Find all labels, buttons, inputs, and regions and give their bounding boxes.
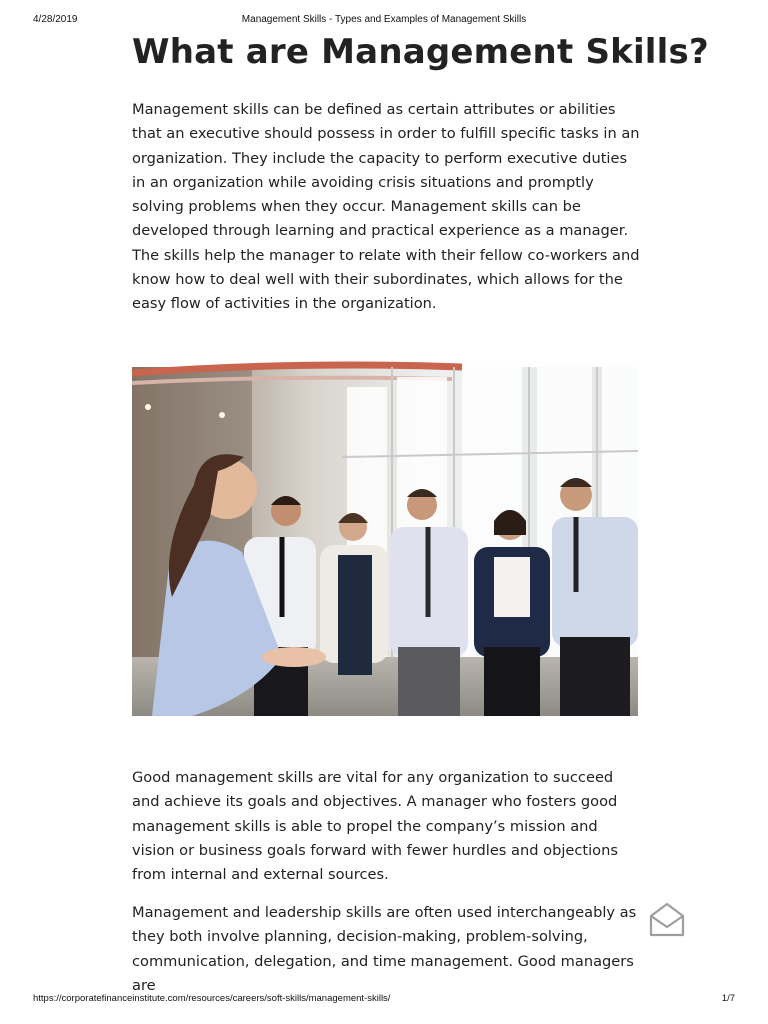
email-subscribe-button[interactable] (647, 899, 687, 939)
article-paragraph-3: Management and leadership skills are often used interchangeably as they both involve planning, decision-making, problem-solving, communication, delegation, and time management. Good managers are (132, 904, 637, 994)
print-url: https://corporatefinanceinstitute.com/resources/careers/soft-skills/management-skills/ (33, 993, 391, 1004)
print-footer (0, 993, 768, 1009)
print-header (0, 14, 768, 30)
article-heading: What are Management Skills? (132, 32, 709, 72)
team-photo-illustration (132, 367, 638, 716)
article-heading-clipped (132, 32, 709, 78)
article-paragraph-2: Good management skills are vital for any organization to succeed and achieve its goals and objectives. A manager who fosters good management skills is able to propel the company’s mission and vision or business goals forward with fewer hurdles and objections from internal and external sources. (132, 769, 618, 884)
open-envelope-icon (647, 899, 687, 939)
print-page-number: 1/7 (721, 993, 735, 1004)
team-photo (132, 367, 638, 716)
print-date: 4/28/2019 (33, 14, 78, 25)
article-paragraph-1: Management skills can be defined as certain attributes or abilities that an executive should possess in order to fulfill specific tasks in an organization. They include the capacity to perform executive duties in an organization while avoiding crisis situations and promptly solving problems when they occur. Management skills can be developed through learning and practical experience as a manager. The skills help the manager to relate with their fellow co-workers and know how to deal well with their subordinates, which allows for the easy flow of activities in the organization. (132, 101, 640, 313)
print-page-title: Management Skills - Types and Examples of Management Skills (241, 14, 527, 25)
